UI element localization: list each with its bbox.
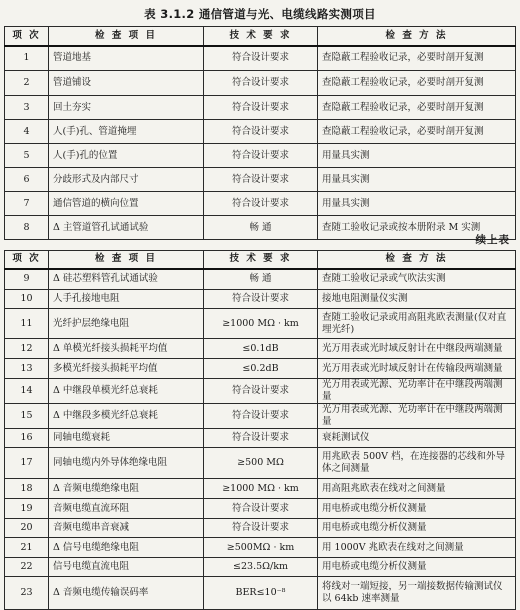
row-item: 信号电缆直流电阻 [49,558,204,577]
row-number: 4 [5,120,49,144]
table-row [5,538,516,558]
row-item: Δ 中继段单模光纤总衰耗 [49,379,204,404]
row-number: 14 [5,379,49,404]
row-item: Δ 硅芯塑料管孔试通试验 [49,269,204,290]
row-requirement: ≥500MΩ · km [204,538,318,558]
header-method: 检 查 方 法 [318,251,516,269]
row-requirement: 符合设计要求 [204,168,318,192]
table-row [5,216,516,240]
row-number: 8 [5,216,49,240]
header-item: 检 查 项 目 [49,251,204,269]
row-item: Δ 音频电缆绝缘电阻 [49,479,204,499]
table-row [5,379,516,404]
header-row [5,251,516,269]
table-row [5,96,516,120]
row-item: 分歧形式及内部尺寸 [49,168,204,192]
row-number: 16 [5,429,49,448]
row-requirement: 畅 通 [204,269,318,290]
header-requirement: 技 术 要 求 [204,27,318,46]
row-number: 11 [5,309,49,339]
row-method: 用量具实测 [318,168,516,192]
row-number: 19 [5,499,49,519]
row-requirement: ≤0.1dB [204,339,318,359]
table-row [5,144,516,168]
table-row [5,290,516,309]
row-method: 衰耗测试仪 [318,429,516,448]
table-row [5,120,516,144]
row-method: 查隐蔽工程验收记录，必要时剖开复测 [318,120,516,144]
header-item: 检 查 项 目 [49,27,204,46]
table-row [5,558,516,577]
row-method: 查隐蔽工程验收记录，必要时剖开复测 [318,46,516,71]
row-item: 回土夯实 [49,96,204,120]
row-method: 查隐蔽工程验收记录，必要时剖开复测 [318,71,516,96]
table-row [5,309,516,339]
row-requirement: 符合设计要求 [204,144,318,168]
row-requirement: ≤0.2dB [204,359,318,379]
row-method: 光万用表或光时域反射计在中继段两端测量 [318,339,516,359]
row-method: 用电桥或电缆分析仪测量 [318,519,516,538]
row-number: 21 [5,538,49,558]
inspection-table-part2 [4,250,516,610]
table-row [5,448,516,479]
row-item: Δ 音频电缆传输误码率 [49,577,204,610]
row-item: 人(手)孔、管道掩埋 [49,120,204,144]
header-no: 项 次 [5,27,49,46]
row-method: 用高阻兆欧表在线对之间测量 [318,479,516,499]
row-number: 18 [5,479,49,499]
row-number: 1 [5,46,49,71]
row-method: 查随工验收记录或按本册附录 M 实测 [318,216,516,240]
row-requirement: 符合设计要求 [204,290,318,309]
row-method: 用兆欧表 500V 档，在连接器的芯线和外导体之间测量 [318,448,516,479]
table-title: 表 3.1.2 通信管道与光、电缆线路实测项目 [144,7,376,21]
row-method: 将线对一端短接，另一端接数据传输测试仪以 64kb 速率测量 [318,577,516,610]
row-item: 管道铺设 [49,71,204,96]
table-row [5,192,516,216]
row-method: 用 1000V 兆欧表在线对之间测量 [318,538,516,558]
row-item: 音频电缆串音衰减 [49,519,204,538]
row-number: 6 [5,168,49,192]
row-number: 10 [5,290,49,309]
row-item: 通信管道的横向位置 [49,192,204,216]
row-number: 9 [5,269,49,290]
row-requirement: ≤23.5Ω/km [204,558,318,577]
row-item: 光纤护层绝缘电阻 [49,309,204,339]
row-method: 用电桥或电缆分析仪测量 [318,499,516,519]
table-row [5,577,516,610]
row-method: 光万用表或光时域反射计在传输段两端测量 [318,359,516,379]
row-item: 管道地基 [49,46,204,71]
table-row [5,404,516,429]
row-requirement: 符合设计要求 [204,46,318,71]
table-row [5,479,516,499]
row-method: 用电桥或电缆分析仪测量 [318,558,516,577]
row-requirement: ≥500 MΩ [204,448,318,479]
row-requirement: BER≤10⁻⁸ [204,577,318,610]
header-method: 检 查 方 法 [318,27,516,46]
row-method: 查随工验收记录或用高阻兆欧表测量(仅对直埋光纤) [318,309,516,339]
row-requirement: 符合设计要求 [204,519,318,538]
row-number: 13 [5,359,49,379]
row-item: 多模光纤接头损耗平均值 [49,359,204,379]
row-number: 2 [5,71,49,96]
row-requirement: 符合设计要求 [204,96,318,120]
header-row [5,27,516,46]
row-item: 同轴电缆衰耗 [49,429,204,448]
row-item: 人(手)孔的位置 [49,144,204,168]
row-method: 用量具实测 [318,144,516,168]
row-requirement: 符合设计要求 [204,192,318,216]
table-row [5,269,516,290]
table-row [5,359,516,379]
row-requirement: 符合设计要求 [204,71,318,96]
row-requirement: 符合设计要求 [204,379,318,404]
row-requirement: 符合设计要求 [204,404,318,429]
table-row [5,339,516,359]
table-row [5,429,516,448]
inspection-table-part1 [4,26,516,240]
row-number: 12 [5,339,49,359]
row-number: 3 [5,96,49,120]
row-item: Δ 单模光纤接头损耗平均值 [49,339,204,359]
table-row [5,499,516,519]
table-row [5,519,516,538]
row-item: 同轴电缆内外导体绝缘电阻 [49,448,204,479]
row-number: 23 [5,577,49,610]
row-item: 人手孔接地电阻 [49,290,204,309]
row-method: 光万用表或光源、光功率计在中继段两端测量 [318,404,516,429]
table-row [5,46,516,71]
row-number: 7 [5,192,49,216]
row-item: Δ 信号电缆绝缘电阻 [49,538,204,558]
header-no: 项 次 [5,251,49,269]
continued-label: 续上表 [475,234,510,246]
row-method: 查隐蔽工程验收记录，必要时剖开复测 [318,96,516,120]
row-requirement: ≥1000 MΩ · km [204,479,318,499]
row-requirement: 畅 通 [204,216,318,240]
row-method: 光万用表或光源、光功率计在中继段两端测量 [318,379,516,404]
table-row [5,71,516,96]
row-item: Δ 主管道管孔试通试验 [49,216,204,240]
row-requirement: 符合设计要求 [204,120,318,144]
row-item: Δ 中继段多模光纤总衰耗 [49,404,204,429]
row-item: 音频电缆直流环阻 [49,499,204,519]
row-method: 查随工验收记录或气吹法实测 [318,269,516,290]
row-method: 接地电阻测量仪实测 [318,290,516,309]
row-number: 15 [5,404,49,429]
row-number: 20 [5,519,49,538]
row-requirement: 符合设计要求 [204,499,318,519]
table-row [5,168,516,192]
row-method: 用量具实测 [318,192,516,216]
row-number: 22 [5,558,49,577]
row-number: 5 [5,144,49,168]
row-requirement: ≥1000 MΩ · km [204,309,318,339]
row-number: 17 [5,448,49,479]
row-requirement: 符合设计要求 [204,429,318,448]
header-requirement: 技 术 要 求 [204,251,318,269]
